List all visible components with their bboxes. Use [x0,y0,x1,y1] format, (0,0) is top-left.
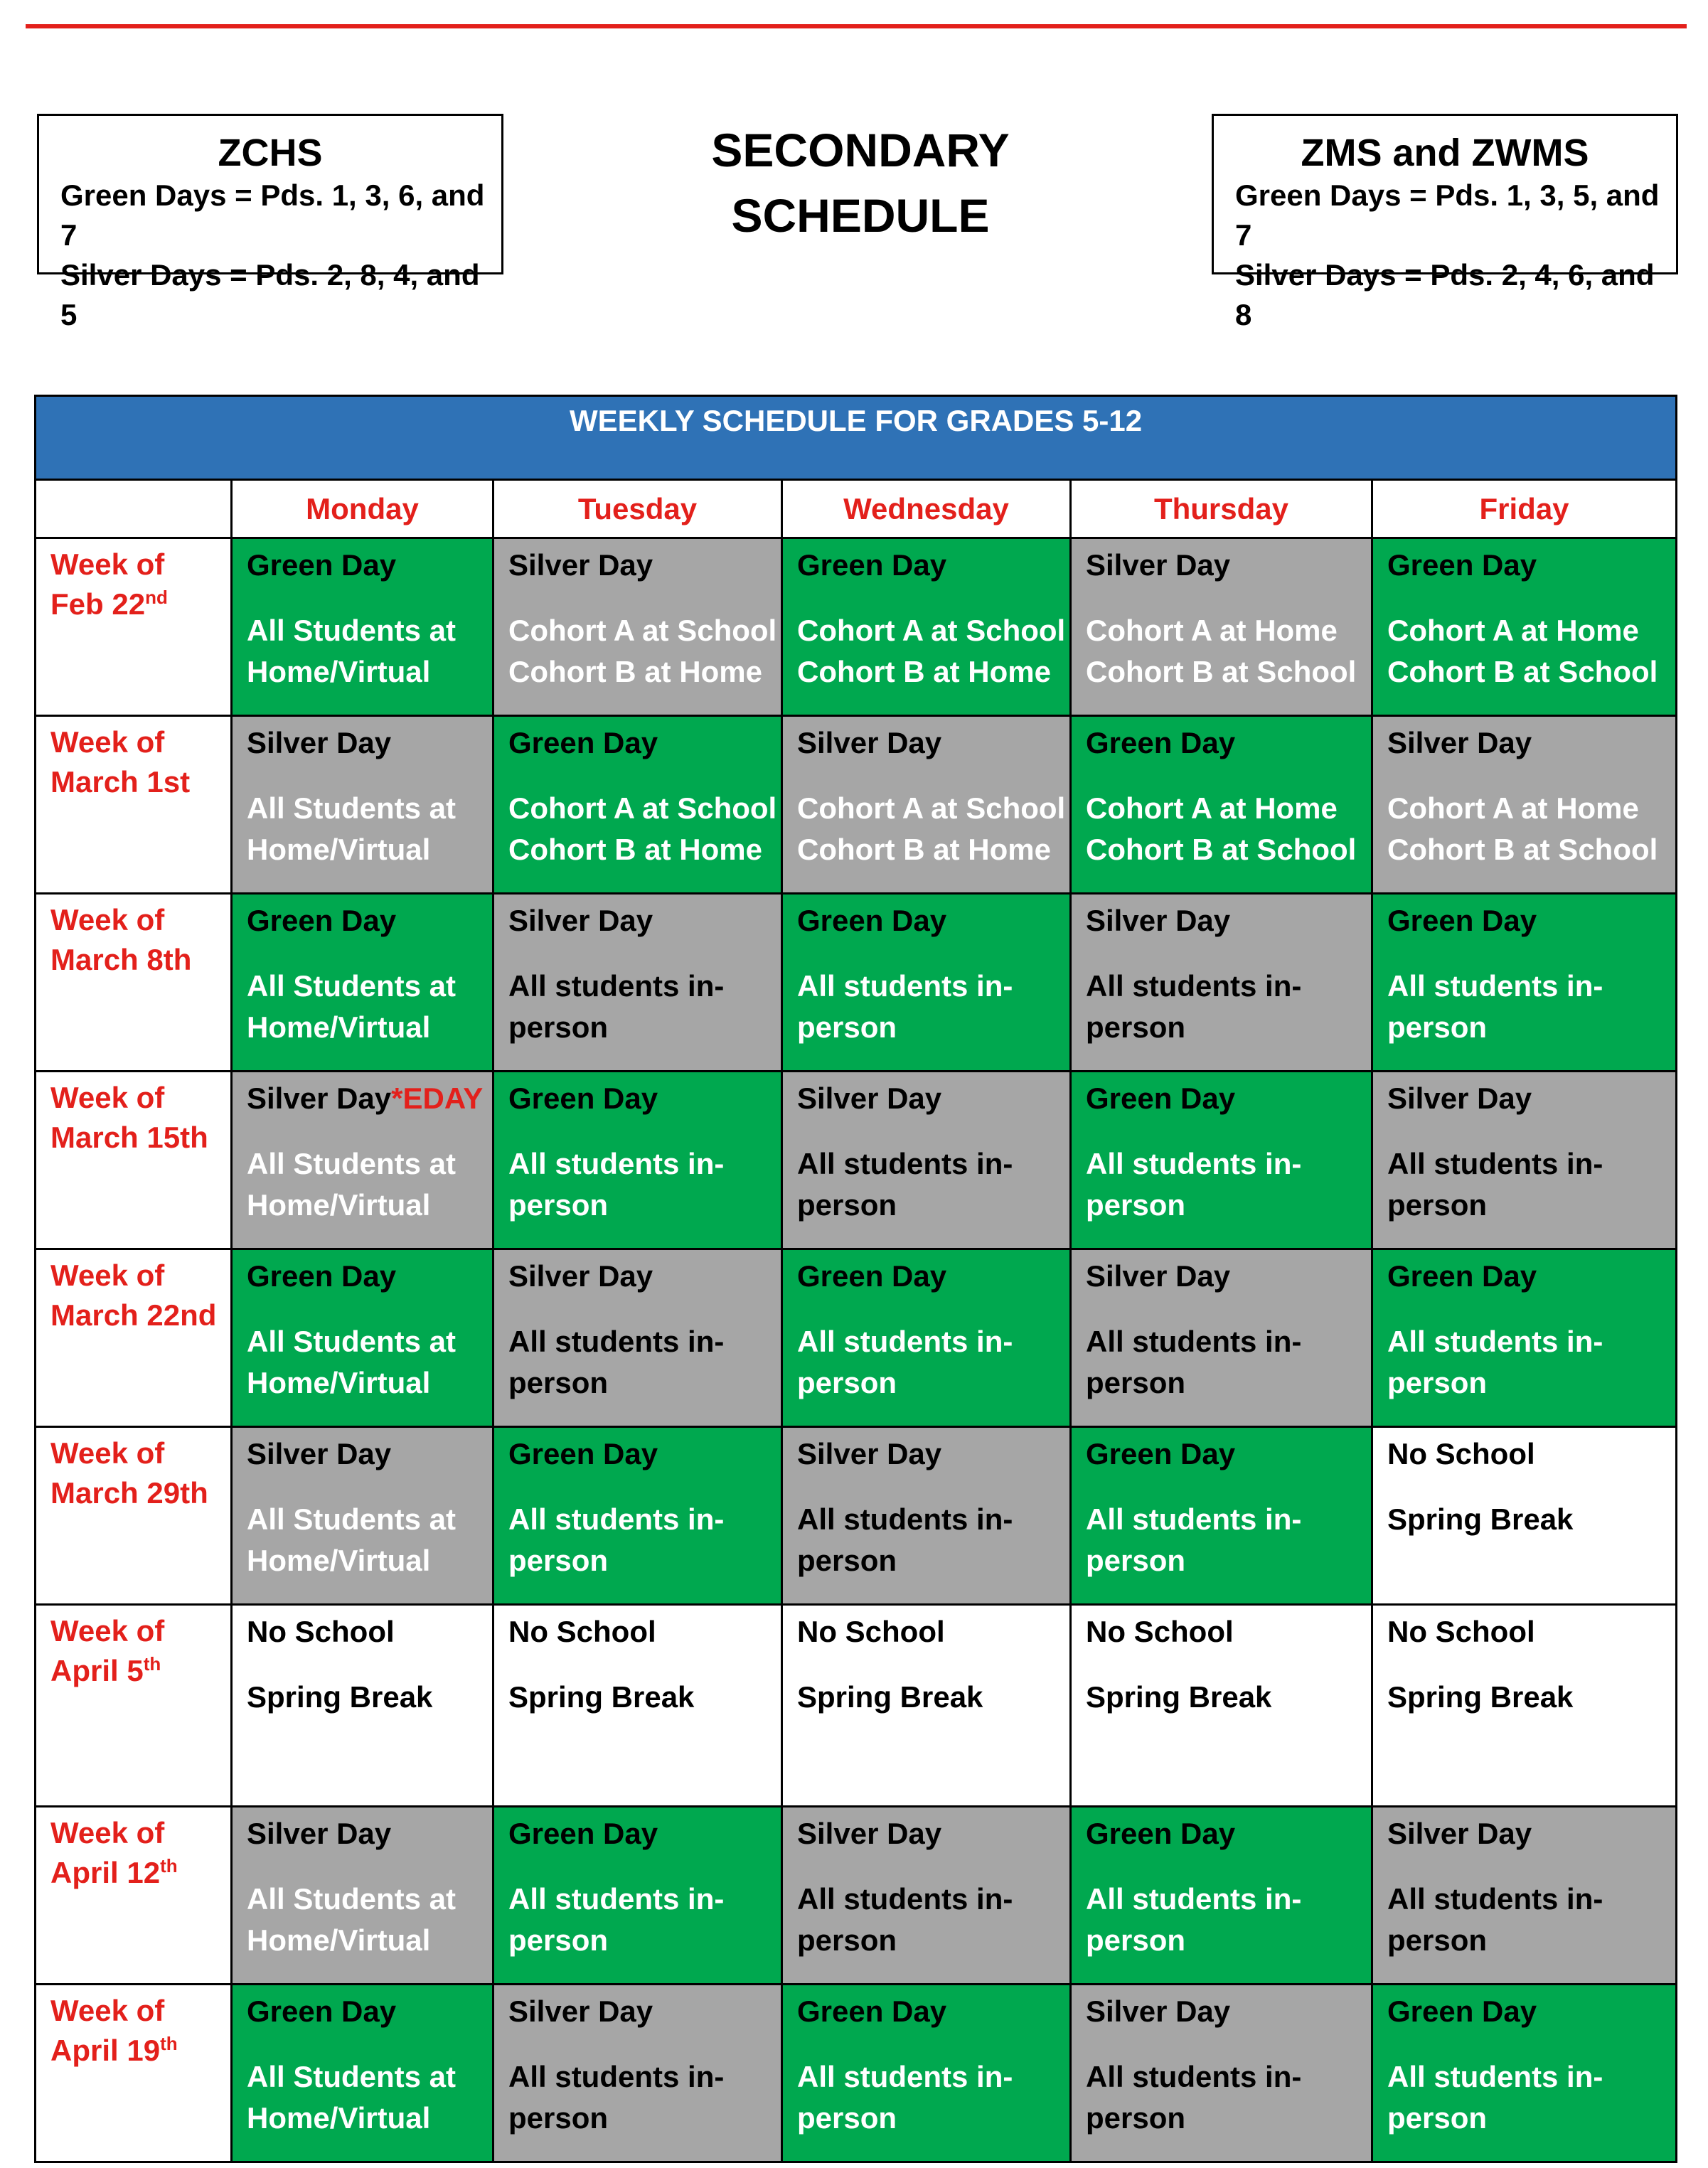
day-type-text: Green Day [797,1259,947,1293]
schedule-cell-monday [232,1427,493,1605]
schedule-banner: WEEKLY SCHEDULE FOR GRADES 5-12 [36,396,1677,480]
schedule-cell-thursday [1071,1249,1372,1427]
schedule-cell-friday [1372,894,1677,1072]
attendance-detail: All Students at Home/Virtual [247,1325,457,1399]
day-type-label [1387,1078,1675,1119]
day-type-label [247,545,492,586]
attendance-detail: All students in- person [1387,2060,1603,2135]
attendance-detail: Cohort A at Home Cohort B at School [1387,791,1658,866]
attendance-detail: Spring Break [1387,1680,1574,1714]
day-type-text: Silver Day [247,1817,392,1850]
attendance-detail: All Students at Home/Virtual [247,614,457,688]
week-of-label: Week of [50,903,165,936]
week-date: April 19 [50,2034,161,2067]
schedule-cell-tuesday [493,1249,782,1427]
week-date: March 22nd [50,1298,217,1332]
day-type-label [797,1256,1069,1297]
week-of-label: Week of [50,1816,165,1849]
day-type-label [1086,1991,1371,2032]
day-type-text: Silver Day [247,726,392,759]
attendance-detail: Spring Break [1086,1680,1272,1714]
schedule-cell-monday [232,1605,493,1807]
day-type-text: Green Day [1086,726,1236,759]
day-type-text: Silver Day [508,1259,653,1293]
day-type-label [1387,1433,1675,1475]
week-label-cell [36,894,232,1072]
day-type-text: No School [1387,1437,1535,1470]
day-type-text: Green Day [1086,1082,1236,1115]
day-type-label [508,900,781,941]
day-type-text: Green Day [1387,904,1537,937]
schedule-cell-wednesday [782,1427,1071,1605]
eday-marker: *EDAY [391,1082,484,1115]
day-type-text: Silver Day [508,904,653,937]
schedule-cell-tuesday [493,1807,782,1985]
attendance-detail: All students in- person [508,1882,725,1957]
schedule-cell-friday [1372,1249,1677,1427]
attendance-detail: All students in- person [1387,1147,1603,1222]
attendance-detail: All Students at Home/Virtual [247,1147,457,1222]
attendance-detail: All students in- person [508,1325,725,1399]
day-type-label [1086,722,1371,764]
week-row [36,1072,1677,1249]
day-type-label [508,545,781,586]
day-type-label [247,1611,492,1652]
schedule-cell-tuesday [493,538,782,716]
schedule-cell-wednesday [782,1072,1071,1249]
page-title-line2: SCHEDULE [731,189,990,242]
schedule-cell-tuesday [493,1985,782,2162]
day-type-label [797,900,1069,941]
day-type-text: Silver Day [797,726,942,759]
week-date: March 8th [50,943,192,976]
schedule-cell-tuesday [493,1072,782,1249]
attendance-detail: All students in- person [508,2060,725,2135]
day-type-label [797,1078,1069,1119]
day-type-label [1387,900,1675,941]
day-type-label [1387,1813,1675,1854]
attendance-detail: All Students at Home/Virtual [247,2060,457,2135]
day-type-text: Silver Day [1086,1259,1231,1293]
schedule-cell-wednesday [782,894,1071,1072]
day-type-label [797,1813,1069,1854]
day-type-label [1086,1256,1371,1297]
zms-silver-days: Silver Days = Pds. 2, 4, 6, and 8 [1235,258,1655,331]
attendance-detail: All students in- person [1086,1882,1302,1957]
attendance-detail: All students in- person [797,1882,1013,1957]
attendance-detail: Spring Break [508,1680,695,1714]
zms-title: ZMS and ZWMS [1301,132,1589,174]
schedule-cell-thursday [1071,1605,1372,1807]
day-type-label [1387,1991,1675,2032]
attendance-detail: All students in- person [508,969,725,1044]
schedule-cell-wednesday [782,1807,1071,1985]
attendance-detail: Cohort A at Home Cohort B at School [1086,614,1357,688]
day-type-label [247,1991,492,2032]
day-type-label [1387,545,1675,586]
schedule-cell-friday [1372,1605,1677,1807]
day-type-text: Green Day [1387,548,1537,582]
attendance-detail: Spring Break [797,1680,983,1714]
day-type-text: No School [1387,1615,1535,1648]
schedule-cell-monday [232,1249,493,1427]
week-label-cell [36,538,232,716]
schedule-cell-friday [1372,716,1677,894]
attendance-detail: All students in- person [1086,1147,1302,1222]
week-date-suffix: th [160,2033,178,2054]
week-of-label: Week of [50,548,165,581]
day-type-text: Green Day [247,1259,397,1293]
day-type-text: No School [797,1615,945,1648]
week-date-suffix: nd [145,587,168,608]
attendance-detail: All students in- person [1086,2060,1302,2135]
day-type-text: Silver Day [508,548,653,582]
attendance-detail: All students in- person [508,1147,725,1222]
day-type-label [508,1433,781,1475]
schedule-cell-thursday [1071,1072,1372,1249]
attendance-detail: All students in- person [508,1502,725,1577]
week-row [36,1985,1677,2162]
schedule-cell-tuesday [493,716,782,894]
day-type-text: Green Day [247,548,397,582]
schedule-cell-tuesday [493,1427,782,1605]
day-type-label [247,1433,492,1475]
day-header-friday: Friday [1372,480,1677,538]
day-header-monday: Monday [232,480,493,538]
attendance-detail: All students in- person [1387,969,1603,1044]
day-type-text: Green Day [797,548,947,582]
schedule-cell-monday [232,1985,493,2162]
day-type-text: Silver Day [247,1437,392,1470]
weekly-schedule-table [34,395,1677,2163]
week-row [36,1427,1677,1605]
zchs-info-box [37,114,503,331]
week-label-cell [36,1072,232,1249]
schedule-cell-wednesday [782,1605,1071,1807]
banner-row [36,396,1677,480]
attendance-detail: Cohort A at School Cohort B at Home [797,614,1066,688]
week-date: March 1st [50,765,191,799]
week-label-cell [36,716,232,894]
week-row [36,1605,1677,1807]
week-of-label: Week of [50,1994,165,2027]
day-type-label [247,1256,492,1297]
week-label-cell [36,1985,232,2162]
attendance-detail: All students in- person [1086,1502,1302,1577]
schedule-cell-thursday [1071,1985,1372,2162]
schedule-cell-thursday [1071,1427,1372,1605]
day-type-label [1387,722,1675,764]
week-date-suffix: th [143,1653,161,1675]
attendance-detail: All students in- person [1387,1882,1603,1957]
day-type-label [797,1433,1069,1475]
week-date: April 5 [50,1654,144,1687]
day-type-label [797,1991,1069,2032]
week-date: March 29th [50,1476,208,1510]
week-of-label: Week of [50,1614,165,1648]
day-type-label [797,1611,1069,1652]
week-row [36,1249,1677,1427]
day-type-label [797,545,1069,586]
week-label-cell [36,1249,232,1427]
attendance-detail: All students in- person [797,969,1013,1044]
week-label-cell [36,1605,232,1807]
week-row [36,716,1677,894]
day-type-text: Green Day [1387,1259,1537,1293]
attendance-detail: Cohort A at Home Cohort B at School [1086,791,1357,866]
week-of-label: Week of [50,1259,165,1292]
day-type-text: Green Day [1086,1817,1236,1850]
day-header-row [36,480,1677,538]
schedule-cell-monday [232,538,493,716]
schedule-cell-friday [1372,1985,1677,2162]
schedule-cell-monday [232,894,493,1072]
day-type-text: Silver Day [1086,548,1231,582]
day-type-text: Silver Day [1387,726,1532,759]
day-type-text: Silver Day [508,1995,653,2028]
day-type-label [1086,545,1371,586]
day-type-text: Silver Day [1086,1995,1231,2028]
schedule-body [36,538,1677,2162]
week-date: March 15th [50,1121,208,1154]
week-row [36,1807,1677,1985]
schedule-cell-friday [1372,1072,1677,1249]
week-label-cell [36,1807,232,1985]
day-type-text: Green Day [1086,1437,1236,1470]
day-type-label [1086,1433,1371,1475]
week-of-label: Week of [50,1081,165,1114]
attendance-detail: All Students at Home/Virtual [247,1882,457,1957]
attendance-detail: All Students at Home/Virtual [247,791,457,866]
day-type-label [1387,1611,1675,1652]
day-type-label [1086,1611,1371,1652]
day-type-text: Green Day [247,1995,397,2028]
day-type-text: Green Day [508,1082,658,1115]
day-header-wednesday: Wednesday [782,480,1071,538]
attendance-detail: Cohort A at Home Cohort B at School [1387,614,1658,688]
schedule-cell-wednesday [782,1985,1071,2162]
page-title [640,117,1081,248]
schedule-cell-wednesday [782,716,1071,894]
attendance-detail: All students in- person [797,1502,1013,1577]
day-type-label [247,1813,492,1854]
schedule-cell-wednesday [782,1249,1071,1427]
day-type-text: Green Day [797,904,947,937]
day-type-label [508,722,781,764]
day-type-text: Silver Day [1086,904,1231,937]
zms-green-days: Green Days = Pds. 1, 3, 5, and 7 [1235,178,1660,252]
day-type-label [247,722,492,764]
day-type-label [1387,1256,1675,1297]
attendance-detail: All Students at Home/Virtual [247,1502,457,1577]
day-type-label [508,1991,781,2032]
page-title-line1: SECONDARY [711,124,1010,176]
attendance-detail: All students in- person [797,1147,1013,1222]
schedule-cell-monday [232,1807,493,1985]
day-type-text: Silver Day [1387,1817,1532,1850]
schedule-cell-tuesday [493,1605,782,1807]
day-header-thursday: Thursday [1071,480,1372,538]
schedule-cell-friday [1372,1807,1677,1985]
attendance-detail: All students in- person [1086,1325,1302,1399]
day-type-text: Silver Day [797,1082,942,1115]
day-type-text: Silver Day [1387,1082,1532,1115]
week-of-label: Week of [50,1436,165,1470]
week-date: Feb 22 [50,587,146,621]
schedule-cell-thursday [1071,1807,1372,1985]
day-type-label [797,722,1069,764]
zchs-silver-days: Silver Days = Pds. 2, 8, 4, and 5 [60,258,480,331]
day-type-label [508,1611,781,1652]
schedule-cell-monday [232,716,493,894]
attendance-detail: Spring Break [247,1680,433,1714]
attendance-detail: Cohort A at School Cohort B at Home [508,614,777,688]
schedule-cell-monday [232,1072,493,1249]
top-red-rule [26,24,1687,28]
zchs-green-days: Green Days = Pds. 1, 3, 6, and 7 [60,178,485,252]
day-type-text: Silver Day [797,1817,942,1850]
day-type-label [1086,1078,1371,1119]
day-type-label [508,1813,781,1854]
day-type-label [508,1256,781,1297]
day-type-text: Green Day [508,1437,658,1470]
day-type-text: Green Day [247,904,397,937]
schedule-cell-thursday [1071,538,1372,716]
day-type-text: Green Day [508,726,658,759]
week-of-label: Week of [50,725,165,759]
attendance-detail: All students in- person [1086,969,1302,1044]
day-type-text: Silver Day [797,1437,942,1470]
schedule-cell-friday [1372,1427,1677,1605]
week-row [36,538,1677,716]
attendance-detail: All Students at Home/Virtual [247,969,457,1044]
attendance-detail: All students in- person [1387,1325,1603,1399]
attendance-detail: Cohort A at School Cohort B at Home [508,791,777,866]
day-type-text: No School [508,1615,656,1648]
schedule-cell-wednesday [782,538,1071,716]
day-type-text: No School [1086,1615,1234,1648]
day-type-label [508,1078,781,1119]
week-date-suffix: th [160,1855,178,1876]
day-type-text: Green Day [1387,1995,1537,2028]
zms-info-box [1212,114,1678,331]
schedule-cell-thursday [1071,716,1372,894]
day-type-text: Green Day [508,1817,658,1850]
day-type-label [1086,1813,1371,1854]
day-type-label [247,900,492,941]
day-type-label [247,1078,492,1119]
attendance-detail: Spring Break [1387,1502,1574,1536]
attendance-detail: All students in- person [797,1325,1013,1399]
corner-cell [36,480,232,538]
schedule-cell-friday [1372,538,1677,716]
day-type-label [1086,900,1371,941]
attendance-detail: All students in- person [797,2060,1013,2135]
week-row [36,894,1677,1072]
day-header-tuesday: Tuesday [493,480,782,538]
schedule-cell-thursday [1071,894,1372,1072]
week-date: April 12 [50,1856,161,1889]
schedule-cell-tuesday [493,894,782,1072]
day-type-text: Green Day [797,1995,947,2028]
day-type-text: Silver Day [247,1082,392,1115]
zchs-title: ZCHS [218,132,323,174]
attendance-detail: Cohort A at School Cohort B at Home [797,791,1066,866]
week-label-cell [36,1427,232,1605]
day-type-text: No School [247,1615,395,1648]
